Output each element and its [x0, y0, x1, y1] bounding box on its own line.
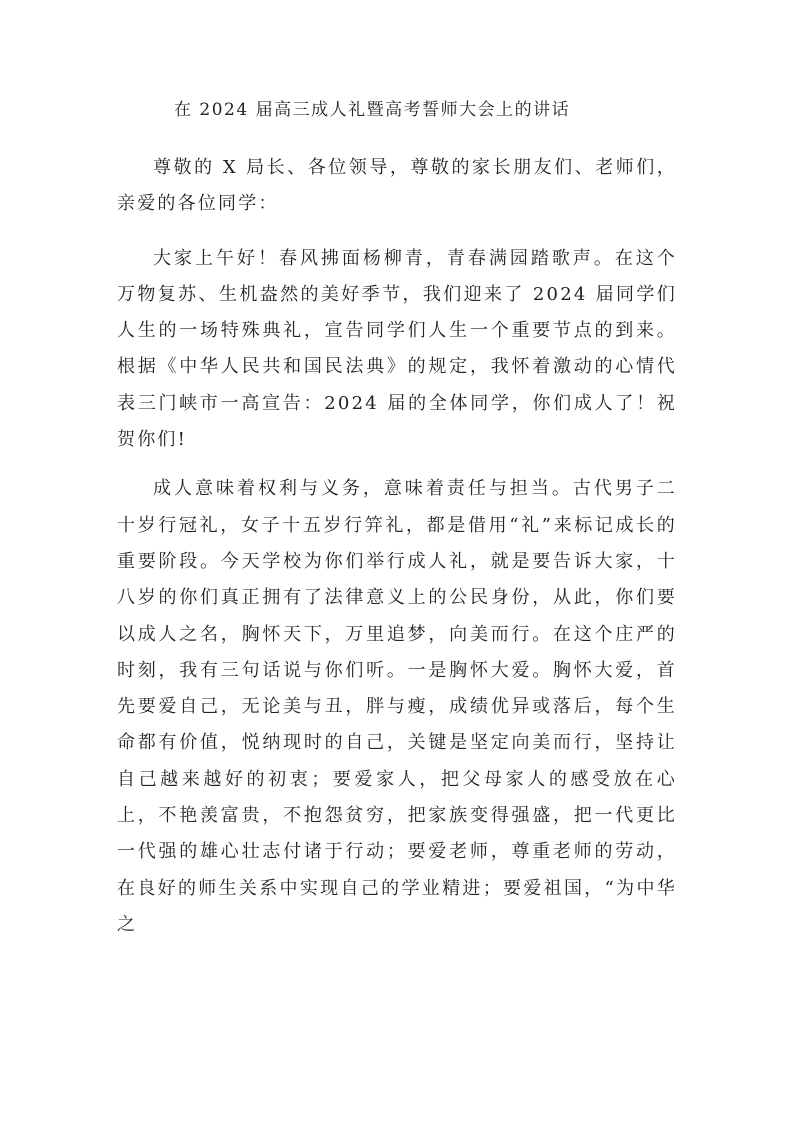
salutation-paragraph: 尊敬的 X 局长、各位领导，尊敬的家长朋友们、老师们，亲爱的各位同学：	[117, 157, 677, 215]
speech-title: 在 2024 届高三成人礼暨高考誓师大会上的讲话	[174, 100, 571, 120]
document-page	[117, 96, 677, 954]
body-paragraph-2: 成人意味着权利与义务，意味着责任与担当。古代男子二十岁行冠礼，女子十五岁行笄礼，都是借用“礼”来标记成长的重要阶段。今天学校为你们举行成人礼，就是要告诉大家，十八岁的你们真正拥有了法律意义上的公民身份，从此，你们要以成人之名，胸怀天下，万里追梦，向美而行。在这个庄严的时刻，我有三句话说与你们听。一是胸怀大爱。胸怀大爱，首先要爱自己，无论美与丑，胖与瘦，成绩优异或落后，每个生命都有价值，悦纳现时的自己，关键是坚定向美而行，坚持让自己越来越好的初衷；要爱家人，把父母家人的感受放在心上，不艳羡富贵，不抱怨贫穷，把家族变得强盛，把一代更比一代强的雄心壮志付诸于行动；要爱老师，尊重老师的劳动，在良好的师生关系中实现自己的学业精进；要爱祖国，“为中华之	[117, 478, 677, 935]
body-paragraph-1: 大家上午好！春风拂面杨柳青，青春满园踏歌声。在这个万物复苏、生机盎然的美好季节，我们迎来了 2024 届同学们人生的一场特殊典礼，宣告同学们人生一个重要节点的到来。根据《中华人民共和国民法典》的规定，我怀着激动的心情代表三门峡市一高宣告：2024 届的全体同学，你们成人了！祝贺你们!	[117, 247, 677, 451]
